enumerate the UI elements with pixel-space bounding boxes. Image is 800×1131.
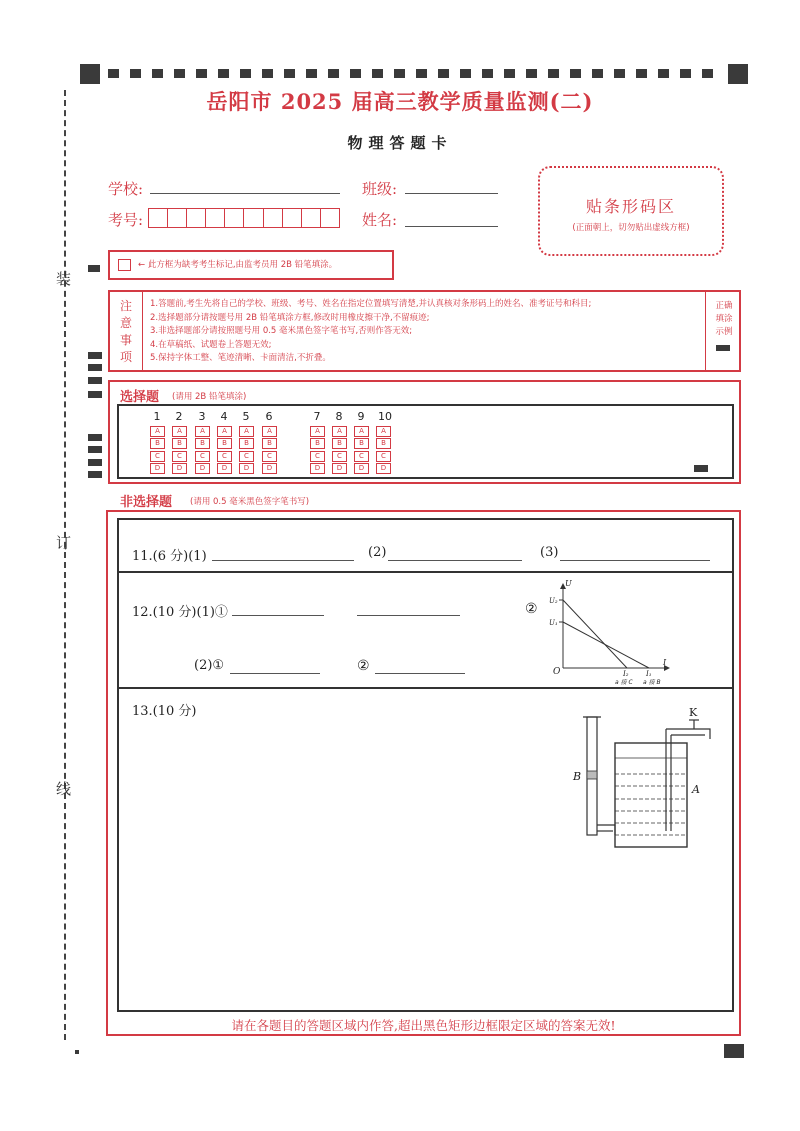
choice-bubble[interactable]: A xyxy=(262,426,277,437)
exam-no-boxes[interactable] xyxy=(148,208,340,228)
q11-part3: (3) xyxy=(540,545,559,560)
q12-answer-2b[interactable] xyxy=(375,673,465,674)
choice-bubble[interactable]: D xyxy=(310,463,325,474)
choice-bubble[interactable]: D xyxy=(172,463,187,474)
choice-title: 选择题 xyxy=(120,390,160,405)
graph-u2: U₂ xyxy=(549,597,558,605)
q12-label: 12.(10 分)(1)① xyxy=(132,605,228,620)
choice-bubble[interactable]: C xyxy=(332,451,347,462)
choice-bubble[interactable]: B xyxy=(354,438,369,449)
side-mark xyxy=(88,434,102,441)
choice-corner-mark xyxy=(694,465,708,472)
choice-bubble[interactable]: C xyxy=(150,451,165,462)
label-a: A xyxy=(692,783,700,796)
name-field[interactable] xyxy=(405,226,498,227)
valve-outlet xyxy=(666,729,710,739)
choice-bubble[interactable]: B xyxy=(332,438,347,449)
exam-no-label: 考号: xyxy=(108,211,144,229)
choice-bubble[interactable]: A xyxy=(217,426,232,437)
choice-number: 8 xyxy=(335,410,343,423)
choice-bubble[interactable]: D xyxy=(217,463,232,474)
notice-item: 5.保持字体工整、笔迹清晰、卡面清洁,不折叠。 xyxy=(150,353,331,363)
q12-answer-1b[interactable] xyxy=(357,615,460,616)
side-mark xyxy=(88,364,102,371)
q12-circled2b: ② xyxy=(357,658,370,674)
choice-bubble[interactable]: D xyxy=(239,463,254,474)
choice-number: 1 xyxy=(153,410,161,423)
timing-track-top xyxy=(108,69,720,78)
q11-label: 11.(6 分)(1) xyxy=(132,549,207,564)
notice-divider-left xyxy=(142,292,143,370)
choice-bubble[interactable]: C xyxy=(310,451,325,462)
side-mark xyxy=(88,265,100,272)
choice-bubble[interactable]: B xyxy=(217,438,232,449)
choice-number: 9 xyxy=(357,410,365,423)
container-a xyxy=(615,743,687,847)
choice-bubble[interactable]: A xyxy=(310,426,325,437)
corner-mark-top-right xyxy=(728,64,748,84)
barcode-title: 贴条形码区 xyxy=(585,197,676,216)
binding-line xyxy=(64,90,66,1040)
choice-bubble[interactable]: C xyxy=(262,451,277,462)
notice-heading: 注 意 事 项 xyxy=(119,299,132,364)
q13-label: 13.(10 分) xyxy=(132,704,197,719)
notice-list xyxy=(150,298,702,366)
choice-bubble[interactable]: C xyxy=(195,451,210,462)
graph-y-label: U xyxy=(565,579,572,588)
nonchoice-hint: (请用 0.5 毫米黑色签字笔书写) xyxy=(190,497,310,507)
choice-number: 3 xyxy=(198,410,206,423)
choice-number: 4 xyxy=(220,410,228,423)
barcode-note: (正面朝上，切勿贴出虚线方框) xyxy=(572,223,690,233)
graph-i1: I₁ xyxy=(646,670,652,678)
side-mark xyxy=(88,446,102,453)
choice-bubble[interactable]: D xyxy=(354,463,369,474)
notice-item: 2.选择题部分请按题号用 2B 铅笔填涂方框,修改时用橡皮擦干净,不留痕迹; xyxy=(150,312,430,323)
label-b: B xyxy=(573,770,582,783)
class-label: 班级: xyxy=(362,180,398,198)
side-mark xyxy=(88,471,102,478)
choice-bubble[interactable]: A xyxy=(195,426,210,437)
binding-label-xian: 线 xyxy=(56,780,72,798)
choice-bubble[interactable]: A xyxy=(239,426,254,437)
graph-line-b xyxy=(563,622,649,668)
graph-origin: O xyxy=(553,667,561,677)
choice-bubble[interactable]: C xyxy=(354,451,369,462)
page-title: 岳阳市 2025 届高三教学质量监测(二) xyxy=(206,89,594,114)
choice-bubble[interactable]: D xyxy=(150,463,165,474)
class-field[interactable] xyxy=(405,193,498,194)
graph-caption-left: a 接 C xyxy=(615,679,633,686)
absent-checkbox[interactable] xyxy=(118,259,131,271)
choice-bubble[interactable]: D xyxy=(195,463,210,474)
corner-mark-top-left xyxy=(80,64,100,84)
choice-bubble[interactable]: C xyxy=(239,451,254,462)
choice-bubble[interactable]: D xyxy=(376,463,391,474)
name-label: 姓名: xyxy=(362,211,398,229)
q12-answer-2a[interactable] xyxy=(230,673,320,674)
choice-bubble[interactable]: B xyxy=(376,438,391,449)
choice-bubble[interactable]: D xyxy=(332,463,347,474)
tube-b-liquid xyxy=(587,771,597,779)
choice-number: 10 xyxy=(378,410,392,423)
q11-box xyxy=(117,518,734,573)
choice-number: 2 xyxy=(175,410,183,423)
choice-number: 7 xyxy=(313,410,321,423)
choice-bubble[interactable]: A xyxy=(354,426,369,437)
q11-answer-3[interactable] xyxy=(560,560,710,561)
side-mark xyxy=(88,377,102,384)
choice-bubble[interactable]: C xyxy=(376,451,391,462)
choice-bubble[interactable]: A xyxy=(332,426,347,437)
side-mark xyxy=(88,391,102,398)
corner-mark-bottom-left xyxy=(75,1050,79,1054)
choice-bubble[interactable]: B xyxy=(239,438,254,449)
absent-note: ← 此方框为缺考考生标记,由监考员用 2B 铅笔填涂。 xyxy=(138,260,338,270)
choice-bubble[interactable]: B xyxy=(195,438,210,449)
choice-bubble[interactable]: C xyxy=(172,451,187,462)
binding-label-zhuang: 装 xyxy=(56,270,72,288)
side-mark xyxy=(88,352,102,359)
choice-bubble[interactable]: A xyxy=(376,426,391,437)
page-subtitle: 物理答题卡 xyxy=(347,134,453,152)
q11-answer-2[interactable] xyxy=(388,560,522,561)
example-filled-mark xyxy=(716,345,730,351)
graph-i2: I₂ xyxy=(623,670,629,678)
label-k: K xyxy=(689,706,698,719)
choice-bubble[interactable]: A xyxy=(172,426,187,437)
corner-mark-bottom-right xyxy=(724,1044,744,1058)
example-label: 正确 填涂 示例 xyxy=(715,301,733,337)
q12-circled2a: ② xyxy=(525,601,538,617)
side-mark xyxy=(88,459,102,466)
q13-apparatus-diagram xyxy=(570,703,720,853)
binding-label-ding: 订 xyxy=(56,534,72,552)
q11-answer-1[interactable] xyxy=(212,560,354,561)
graph-u1: U₁ xyxy=(549,619,558,627)
choice-bubble[interactable]: B xyxy=(150,438,165,449)
q11-part2: (2) xyxy=(368,545,387,560)
notice-divider-right xyxy=(705,292,706,370)
school-field[interactable] xyxy=(150,193,340,194)
choice-number: 6 xyxy=(265,410,273,423)
notice-item: 4.在草稿纸、试题卷上答题无效; xyxy=(150,339,272,350)
school-label: 学校: xyxy=(108,180,144,198)
choice-bubble[interactable]: C xyxy=(217,451,232,462)
choice-bubble[interactable]: D xyxy=(262,463,277,474)
footer-warning: 请在各题目的答题区域内作答,超出黑色矩形边框限定区域的答案无效! xyxy=(231,1018,616,1033)
q12-ui-graph xyxy=(545,578,675,686)
graph-x-label: I xyxy=(663,658,667,667)
notice-item: 3.非选择题部分请按照题号用 0.5 毫米黑色签字笔书写,否则作答无效; xyxy=(150,326,413,336)
q12-answer-1a[interactable] xyxy=(232,615,324,616)
choice-hint: (请用 2B 铅笔填涂) xyxy=(172,392,247,402)
choice-bubble[interactable]: B xyxy=(172,438,187,449)
connector-tube xyxy=(597,825,615,835)
nonchoice-title: 非选择题 xyxy=(120,495,173,510)
choice-bubble[interactable]: B xyxy=(262,438,277,449)
notice-item: 1.答题前,考生先将自己的学校、班级、考号、姓名在指定位置填写清楚,并认真核对条形码上的姓名、准考证号和科目; xyxy=(150,299,592,309)
graph-line-a xyxy=(563,600,627,668)
graph-caption-right: a 接 B xyxy=(643,679,661,686)
choice-bubble[interactable]: A xyxy=(150,426,165,437)
choice-bubble[interactable]: B xyxy=(310,438,325,449)
q12-part2: (2)① xyxy=(194,658,225,673)
choice-number: 5 xyxy=(242,410,250,423)
